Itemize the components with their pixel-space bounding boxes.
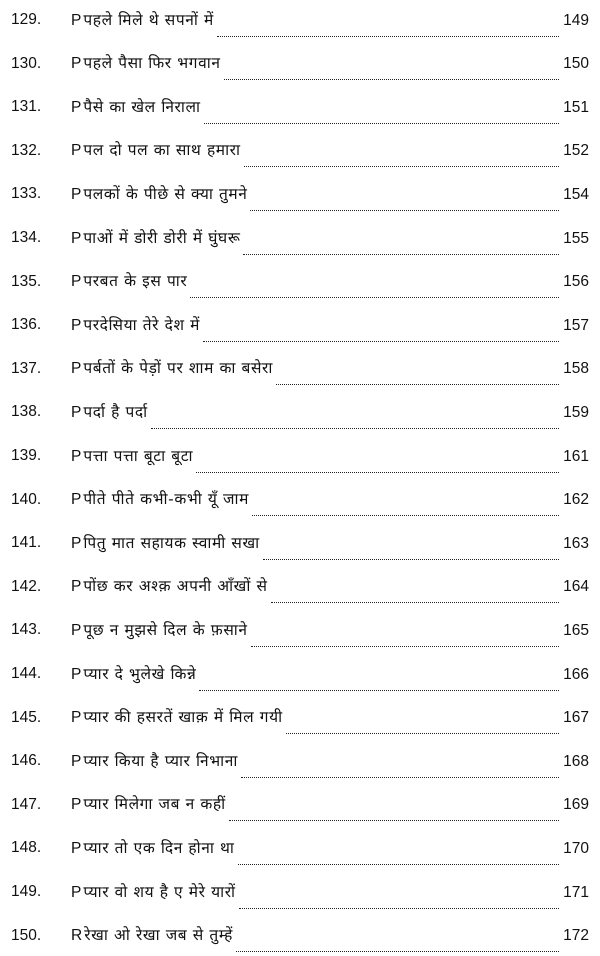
- toc-entry: [0, 349, 600, 389]
- entry-number: 134.: [11, 229, 42, 246]
- toc-entry: [0, 87, 600, 127]
- entry-title: पोंछ कर अश्क़ अपनी आँखों से: [83, 577, 268, 596]
- entry-index-letter: P: [71, 621, 82, 639]
- entry-title: पीते पीते कभी-कभी यूँ जाम: [83, 490, 249, 509]
- entry-number: 150.: [11, 926, 42, 944]
- entry-title: प्यार मिलेगा जब न कहीं: [83, 795, 226, 814]
- dot-leader: [190, 297, 559, 298]
- entry-index-letter: P: [71, 403, 82, 421]
- dot-leader: [229, 820, 559, 821]
- toc-entry: [0, 654, 600, 694]
- toc-entry: [0, 218, 600, 258]
- entry-title: प्यार की हसरतें खाक़ में मिल गयी: [83, 708, 283, 727]
- toc-entry: [0, 916, 600, 956]
- dot-leader: [236, 951, 559, 952]
- entry-index-letter: P: [71, 185, 82, 203]
- entry-page-number: 151: [563, 98, 589, 116]
- entry-index-letter: P: [71, 316, 82, 334]
- entry-number: 135.: [11, 272, 42, 290]
- entry-title: पलकों के पीछे से क्या तुमने: [83, 184, 248, 203]
- entry-body: [71, 218, 589, 259]
- entry-page-number: 155: [563, 229, 589, 247]
- entry-index-letter: R: [71, 927, 83, 945]
- entry-body: [71, 436, 589, 477]
- dot-leader: [217, 36, 559, 37]
- entry-index-letter: P: [71, 709, 82, 727]
- toc-entry: [0, 305, 600, 345]
- toc-entry: [0, 392, 600, 432]
- dot-leader: [251, 646, 560, 647]
- entry-page-number: 171: [563, 883, 589, 901]
- entry-index-letter: P: [71, 229, 82, 247]
- entry-number: 137.: [11, 359, 42, 377]
- entry-index-letter: P: [71, 752, 82, 770]
- dot-leader: [199, 690, 559, 691]
- entry-title: रेखा ओ रेखा जब से तुम्हें: [84, 926, 233, 945]
- entry-number: 140.: [11, 490, 42, 508]
- entry-page-number: 152: [563, 142, 589, 160]
- toc-entry: [0, 610, 600, 650]
- toc-entry: [0, 0, 600, 40]
- toc-entry: [0, 741, 600, 781]
- dot-leader: [263, 559, 559, 560]
- entry-page-number: 164: [563, 578, 589, 596]
- dot-leader: [204, 123, 560, 124]
- entry-page-number: 163: [563, 534, 589, 552]
- entry-index-letter: P: [71, 360, 82, 378]
- entry-page-number: 149: [563, 11, 589, 29]
- toc-entry: [0, 480, 600, 520]
- entry-body: [71, 566, 589, 607]
- dot-leader: [151, 428, 559, 429]
- dot-leader: [239, 908, 559, 909]
- entry-body: [71, 0, 589, 41]
- entry-index-letter: P: [71, 491, 82, 509]
- entry-number: 146.: [11, 752, 42, 770]
- entry-number: 149.: [11, 883, 42, 900]
- entry-body: [71, 784, 589, 825]
- entry-page-number: 170: [563, 839, 589, 857]
- entry-body: [71, 741, 589, 782]
- entry-page-number: 154: [563, 185, 589, 203]
- entry-number: 129.: [11, 11, 42, 28]
- entry-number: 133.: [11, 185, 42, 203]
- entry-number: 131.: [11, 98, 42, 116]
- entry-index-letter: P: [71, 273, 82, 291]
- entry-index-letter: P: [71, 796, 82, 814]
- entry-page-number: 150: [563, 55, 589, 73]
- entry-body: [71, 915, 589, 956]
- entry-index-letter: P: [71, 839, 82, 857]
- entry-page-number: 169: [563, 796, 589, 814]
- entry-body: [71, 43, 589, 84]
- entry-index-letter: P: [71, 883, 82, 901]
- toc-entry: [0, 698, 600, 738]
- toc-entry: [0, 436, 600, 476]
- dot-leader: [252, 515, 559, 516]
- entry-body: [71, 130, 589, 171]
- entry-title: पल दो पल का साथ हमारा: [83, 141, 241, 160]
- entry-page-number: 166: [563, 665, 589, 683]
- entry-body: [71, 174, 589, 215]
- entry-index-letter: P: [71, 665, 82, 683]
- entry-index-letter: P: [71, 55, 82, 73]
- entry-number: 145.: [11, 708, 42, 726]
- entry-body: [71, 87, 589, 128]
- dot-leader: [244, 166, 559, 167]
- entry-number: 138.: [11, 403, 42, 421]
- entry-body: [71, 610, 589, 651]
- entry-title: पहले मिले थे सपनों में: [83, 10, 214, 29]
- entry-body: [71, 392, 589, 433]
- entry-title: पूछ न मुझसे दिल के फ़साने: [83, 620, 248, 639]
- entry-title: परदेसिया तेरे देश में: [83, 315, 201, 334]
- entry-number: 136.: [11, 316, 42, 334]
- entry-title: पाओं में डोरी डोरी में घुंघरू: [83, 228, 241, 247]
- entry-title: प्यार वो शय है ए मेरे यारों: [83, 882, 236, 901]
- dot-leader: [203, 341, 559, 342]
- entry-page-number: 158: [563, 360, 589, 378]
- toc-entry: [0, 131, 600, 171]
- toc-entry: [0, 567, 600, 607]
- dot-leader: [243, 254, 559, 255]
- entry-page-number: 161: [563, 447, 589, 465]
- entry-index-letter: P: [71, 11, 82, 29]
- entry-number: 139.: [11, 447, 42, 464]
- dot-leader: [286, 733, 559, 734]
- dot-leader: [238, 864, 560, 865]
- entry-body: [71, 348, 589, 389]
- entry-page-number: 172: [563, 927, 589, 945]
- entry-page-number: 159: [563, 403, 589, 421]
- entry-index-letter: P: [71, 142, 82, 160]
- entry-page-number: 167: [563, 709, 589, 727]
- entry-body: [71, 479, 589, 520]
- dot-leader: [196, 472, 559, 473]
- dot-leader: [250, 210, 559, 211]
- dot-leader: [224, 79, 560, 80]
- entry-body: [71, 697, 589, 738]
- entry-body: [71, 305, 589, 346]
- entry-page-number: 156: [563, 273, 589, 291]
- entry-title: प्यार किया है प्यार निभाना: [83, 751, 238, 770]
- dot-leader: [271, 602, 560, 603]
- entry-title: प्यार तो एक दिन होना था: [83, 838, 235, 857]
- entry-number: 142.: [11, 577, 42, 595]
- entry-title: पत्ता पत्ता बूटा बूटा: [83, 446, 194, 465]
- entry-number: 130.: [11, 54, 42, 72]
- dot-leader: [241, 777, 559, 778]
- entry-title: पितु मात सहायक स्वामी सखा: [83, 533, 260, 552]
- dot-leader: [276, 384, 559, 385]
- entry-body: [71, 872, 589, 913]
- entry-title: पहले पैसा फिर भगवान: [83, 54, 221, 73]
- entry-page-number: 162: [563, 491, 589, 509]
- entry-number: 144.: [11, 665, 42, 682]
- entry-body: [71, 828, 589, 869]
- entry-index-letter: P: [71, 578, 82, 596]
- entry-body: [71, 261, 589, 302]
- entry-title: परबत के इस पार: [83, 272, 188, 291]
- entry-body: [71, 523, 589, 564]
- entry-body: [71, 654, 589, 695]
- toc-entry: [0, 174, 600, 214]
- entry-index-letter: P: [71, 98, 82, 116]
- toc-entry: [0, 523, 600, 563]
- entry-number: 148.: [11, 839, 42, 857]
- toc-entry: [0, 785, 600, 825]
- entry-title: पर्बतों के पेड़ों पर शाम का बसेरा: [83, 359, 273, 378]
- toc-entry: [0, 872, 600, 912]
- entry-index-letter: P: [71, 447, 82, 465]
- entry-title: पैसे का खेल निराला: [83, 97, 201, 116]
- entry-page-number: 168: [563, 752, 589, 770]
- entry-index-letter: P: [71, 534, 82, 552]
- entry-number: 143.: [11, 621, 42, 639]
- entry-number: 132.: [11, 141, 42, 159]
- entry-number: 141.: [11, 534, 42, 552]
- entry-page-number: 165: [563, 621, 589, 639]
- toc-entry: [0, 44, 600, 84]
- entry-number: 147.: [11, 795, 42, 813]
- toc-entry: [0, 262, 600, 302]
- toc-entry: [0, 828, 600, 868]
- entry-title: पर्दा है पर्दा: [83, 402, 148, 421]
- entry-title: प्यार दे भुलेखे किन्ने: [83, 664, 197, 683]
- entry-page-number: 157: [563, 316, 589, 334]
